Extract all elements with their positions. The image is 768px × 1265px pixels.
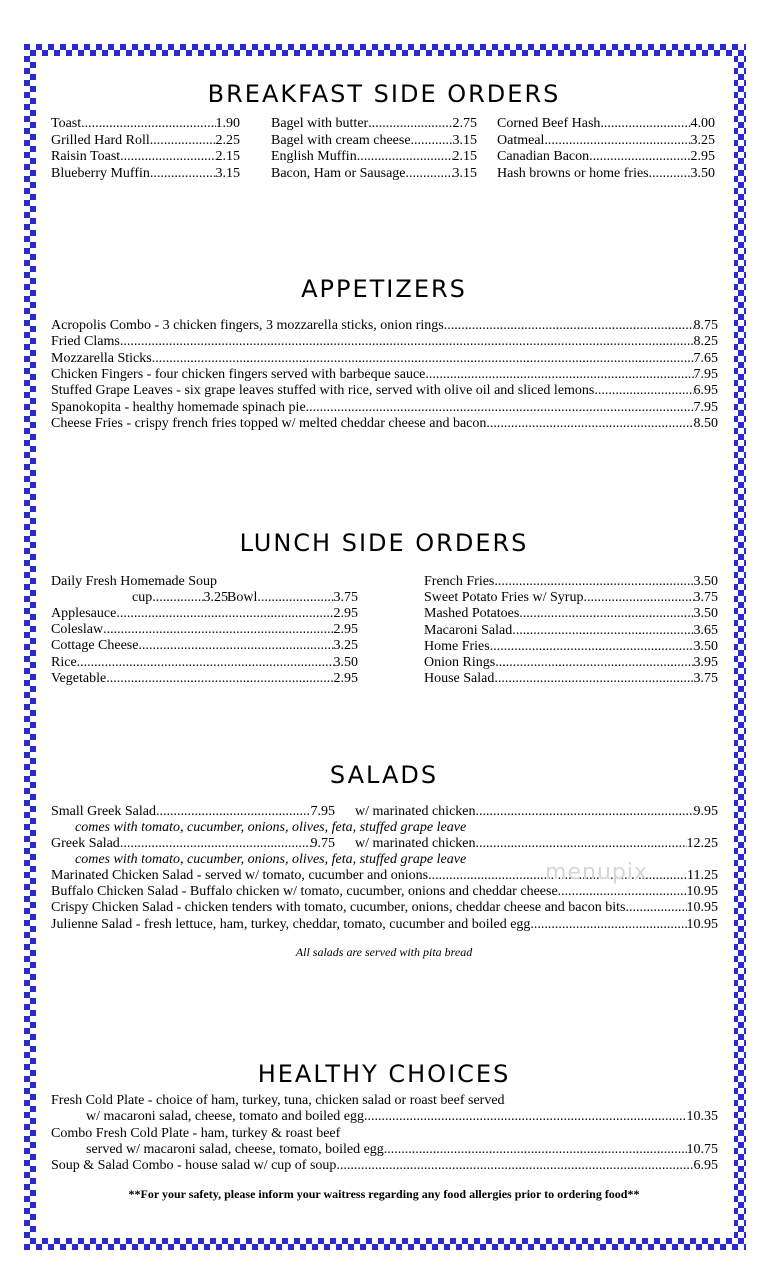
menu-item	[497, 133, 715, 149]
salads-footnote: All salads are served with pita bread	[295, 945, 473, 959]
item-name: Mozzarella Sticks	[51, 350, 152, 366]
soup-salad-combo: Soup & Salad Combo - house salad w/ cup of soup ..... 6.95	[51, 1158, 718, 1174]
cold-plate-line2: w/ macaroni salad, cheese, tomato and boiled egg ..... 10.35	[86, 1109, 718, 1125]
soup-title: Daily Fresh Homemade Soup	[51, 574, 218, 589]
item-price: 3.15	[452, 165, 477, 181]
menu-item	[51, 655, 358, 671]
menu-item	[51, 383, 718, 399]
item-name: Canadian Bacon	[497, 149, 590, 164]
item-name: Bacon, Ham or Sausage	[271, 165, 406, 181]
item-name: Acropolis Combo - 3 chicken fingers, 3 mozzarella sticks, onion rings.	[51, 318, 448, 333]
menu-item	[51, 149, 240, 165]
item-price: 1.90	[215, 116, 240, 131]
item-price: 2.75	[452, 116, 477, 131]
item-name: Buffalo Chicken Salad - Buffalo chicken w/ tomato, cucumber, onions and cheddar cheese	[51, 884, 558, 900]
menu-item	[424, 574, 718, 590]
item-name: Crispy Chicken Salad - chicken tenders with tomato, cucumber, onions, cheddar cheese and bacon bits	[51, 900, 626, 916]
item-price: 7.95	[693, 399, 718, 415]
menu-item	[497, 149, 715, 165]
menu-item	[51, 334, 718, 350]
item-price: 3.25	[333, 638, 358, 654]
combo-line1: Combo Fresh Cold Plate - ham, turkey & roast beef	[51, 1126, 341, 1141]
item-price: 8.50	[693, 415, 718, 431]
menu-item	[271, 133, 477, 149]
menu-item	[51, 416, 718, 432]
item-name: English Muffin	[271, 149, 357, 164]
greek-salad: Greek Salad ..... 9.75	[51, 836, 335, 852]
menu-item	[424, 623, 718, 639]
item-price: 3.95	[693, 655, 718, 670]
menu-item	[271, 116, 477, 132]
item-name: Coleslaw	[51, 622, 104, 638]
item-name: Stuffed Grape Leaves - six grape leaves stuffed with rice, served with olive oil and sliced lemons	[51, 383, 595, 399]
item-name: Grilled Hard Roll	[51, 132, 150, 148]
item-price: 7.95	[693, 366, 718, 382]
item-name: Blueberry Muffin	[51, 165, 150, 181]
menu-item	[51, 884, 718, 900]
menu-item	[51, 671, 358, 687]
item-price: 2.95	[333, 670, 358, 686]
item-price: 10.95	[686, 884, 718, 900]
item-name: House Salad	[424, 671, 495, 687]
menu-item	[51, 917, 718, 933]
item-name: Cottage Cheese	[51, 638, 139, 654]
salads-title: SALADS	[329, 761, 439, 789]
item-price: 10.95	[686, 916, 718, 932]
menu-item	[271, 166, 477, 182]
item-price: 3.25	[690, 132, 715, 148]
menu-item	[51, 638, 358, 654]
item-name: Julienne Salad - fresh lettuce, ham, turkey, cheddar, tomato, cucumber and boiled egg	[51, 916, 531, 932]
item-name: Home Fries	[424, 638, 490, 654]
item-name: Vegetable	[51, 670, 107, 686]
item-name: Bagel with cream cheese	[271, 132, 411, 148]
item-price: 3.75	[693, 671, 718, 687]
item-price: 2.95	[333, 606, 358, 621]
lunch-title: LUNCH SIDE ORDERS	[239, 529, 529, 557]
item-name: Sweet Potato Fries w/ Syrup	[424, 590, 584, 606]
item-name: French Fries	[424, 574, 495, 589]
item-price: 3.65	[693, 622, 718, 638]
menu-item	[51, 606, 358, 622]
item-price: 3.50	[693, 606, 718, 622]
item-price: 8.75	[693, 318, 718, 333]
item-price: 6.95	[693, 383, 718, 399]
item-price: 11.25	[687, 868, 718, 883]
item-name: Cheese Fries - crispy french fries topped w/ melted cheddar cheese and bacon	[51, 415, 487, 431]
item-name: Raisin Toast	[51, 149, 121, 164]
greek-note: comes with tomato, cucumber, onions, olives, feta, stuffed grape leave	[75, 852, 467, 867]
item-price: 3.15	[452, 132, 477, 148]
item-name: Oatmeal	[497, 132, 545, 148]
menu-item	[51, 166, 240, 182]
menu-item	[497, 166, 715, 182]
item-name: Spanokopita - healthy homemade spinach pie	[51, 399, 306, 415]
item-price: 7.65	[693, 350, 718, 366]
item-price: 3.50	[333, 654, 358, 670]
item-price: 3.50	[693, 574, 718, 589]
menu-item	[424, 639, 718, 655]
item-name: Marinated Chicken Salad - served w/ tomato, cucumber and onions	[51, 868, 429, 883]
item-name: Macaroni Salad	[424, 622, 513, 638]
menu-item	[51, 900, 718, 916]
item-price: 2.95	[333, 622, 358, 638]
item-price: 2.15	[452, 149, 477, 164]
menu-item	[497, 116, 715, 132]
item-name: Applesauce	[51, 606, 117, 621]
menu-item	[51, 351, 718, 367]
appetizers-title: APPETIZERS	[301, 275, 467, 303]
menu-item	[424, 655, 718, 671]
item-name: Fried Clams	[51, 334, 120, 350]
menu-item	[271, 149, 477, 165]
item-price: 2.95	[690, 149, 715, 164]
item-price: 3.75	[693, 590, 718, 606]
menu-item	[51, 318, 718, 334]
menu-item	[51, 133, 240, 149]
breakfast-title: BREAKFAST SIDE ORDERS	[207, 80, 561, 108]
watermark: menupix	[545, 860, 648, 885]
item-name: Hash browns or home fries	[497, 165, 649, 181]
item-price: 3.50	[693, 638, 718, 654]
item-price: 2.25	[215, 132, 240, 148]
soup-bowl: Bowl ..... 3.75	[227, 590, 358, 606]
cold-plate-line1: Fresh Cold Plate - choice of ham, turkey, tuna, chicken salad or roast beef served	[51, 1093, 505, 1108]
small-greek-chicken: w/ marinated chicken ..... 9.95	[355, 804, 718, 820]
item-name: Toast	[51, 116, 82, 131]
item-name: Corned Beef Hash	[497, 116, 601, 131]
menu-item	[51, 116, 240, 132]
menu-item	[424, 590, 718, 606]
menu-item	[51, 367, 718, 383]
item-name: Mashed Potatoes	[424, 606, 520, 622]
healthy-title: HEALTHY CHOICES	[257, 1060, 511, 1088]
item-price: 8.25	[693, 334, 718, 350]
combo-line2: served w/ macaroni salad, cheese, tomato, boiled egg ..... 10.75	[86, 1142, 718, 1158]
soup-cup: cup ..... 3.25	[132, 590, 228, 606]
item-price: 2.15	[215, 149, 240, 164]
menu-item	[424, 671, 718, 687]
allergy-notice: **For your safety, please inform your waitress regarding any food allergies prior to ordering food**	[128, 1187, 640, 1201]
menu-item	[51, 400, 718, 416]
item-price: 10.95	[686, 900, 718, 916]
item-price: 4.00	[690, 116, 715, 131]
item-price: 3.15	[215, 165, 240, 181]
small-greek-salad: Small Greek Salad ..... 7.95	[51, 804, 335, 820]
small-greek-note: comes with tomato, cucumber, onions, olives, feta, stuffed grape leave	[75, 820, 467, 835]
menu-item	[51, 622, 358, 638]
item-price: 3.50	[690, 165, 715, 181]
menu-item	[424, 606, 718, 622]
item-name: Onion Rings	[424, 655, 496, 670]
item-name: Bagel with butter	[271, 116, 369, 131]
greek-chicken: w/ marinated chicken ..... 12.25	[355, 836, 718, 852]
item-name: Rice	[51, 654, 77, 670]
item-name: Chicken Fingers - four chicken fingers served with barbeque sauce	[51, 366, 426, 382]
